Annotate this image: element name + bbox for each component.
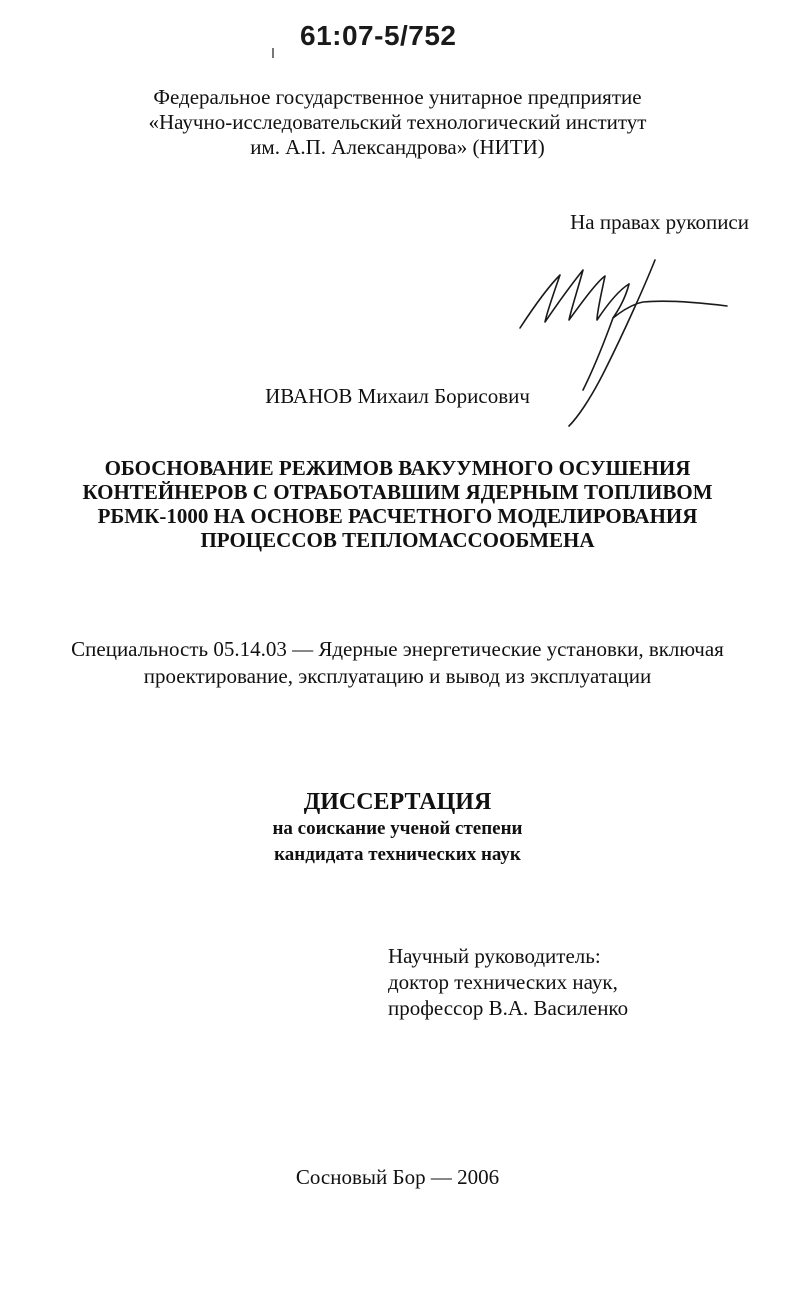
supervisor-line: Научный руководитель: <box>388 944 601 968</box>
degree-line: на соискание ученой степени <box>272 818 523 839</box>
manuscript-note: На правах рукописи <box>570 210 749 234</box>
degree-line: кандидата технических наук <box>274 844 521 865</box>
signature-icon <box>505 240 745 440</box>
title-line: КОНТЕЙНЕРОВ С ОТРАБОТАВШИМ ЯДЕРНЫМ ТОПЛИВОМ <box>82 480 713 504</box>
author-name: ИВАНОВ Михаил Борисович <box>265 384 530 408</box>
organization-block <box>0 85 795 160</box>
supervisor-line: профессор В.А. Василенко <box>388 996 629 1020</box>
dissertation-type-block <box>0 788 795 868</box>
catalog-number: 61:07-5/752 <box>300 20 457 51</box>
dissertation-title <box>0 456 795 552</box>
specialty-block <box>0 636 795 690</box>
organization-line: им. А.П. Александрова» (НИТИ) <box>250 135 545 159</box>
supervisor-line: доктор технических наук, <box>388 970 618 994</box>
title-line: ПРОЦЕССОВ ТЕПЛОМАССООБМЕНА <box>200 528 595 552</box>
title-line: ОБОСНОВАНИЕ РЕЖИМОВ ВАКУУМНОГО ОСУШЕНИЯ <box>104 456 691 480</box>
organization-line: Федеральное государственное унитарное предприятие <box>153 85 642 109</box>
dissertation-heading: ДИССЕРТАЦИЯ <box>303 789 492 815</box>
scan-speck <box>272 48 274 58</box>
title-line: РБМК-1000 НА ОСНОВЕ РАСЧЕТНОГО МОДЕЛИРОВАНИЯ <box>97 504 698 528</box>
specialty-line: Специальность 05.14.03 — Ядерные энергетические установки, включая <box>71 637 724 661</box>
organization-line: «Научно-исследовательский технологический институт <box>148 110 647 134</box>
city-year: Сосновый Бор — 2006 <box>295 1165 500 1189</box>
specialty-line: проектирование, эксплуатацию и вывод из эксплуатации <box>143 664 652 688</box>
supervisor-block <box>388 943 628 1021</box>
